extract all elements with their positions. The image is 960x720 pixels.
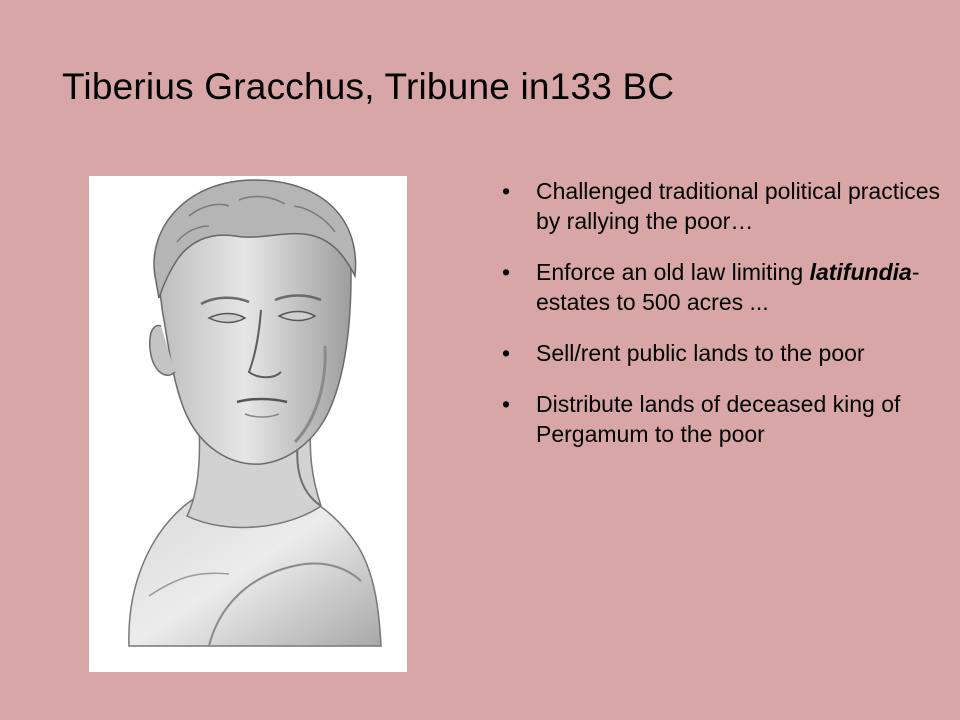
bullet-marker: • (502, 340, 511, 366)
bullet-text-part: -estates to 500 acres ... (536, 259, 920, 315)
bullet-list (502, 176, 942, 470)
bullet-text-part: Enforce an old law limiting (536, 259, 810, 285)
tiberius-gracchus-bust-image (89, 176, 407, 672)
bullet-marker: • (502, 178, 511, 204)
bullet-text: Distribute lands of deceased king of Pergamum to the poor (536, 391, 901, 447)
bullet-text (536, 259, 919, 315)
bullet-marker: • (502, 391, 511, 417)
bullet-marker: • (502, 259, 511, 285)
slide-title: Tiberius Gracchus, Tribune in133 BC (62, 66, 675, 107)
bullet-text: Sell/rent public lands to the poor (536, 340, 865, 366)
bullet-item (502, 176, 942, 236)
bust-illustration (89, 176, 407, 672)
latifundia-term: latifundia (809, 259, 912, 285)
bullet-item (502, 389, 942, 449)
bullet-text: Challenged traditional political practices by rallying the poor… (536, 178, 941, 234)
bullet-item (502, 257, 942, 317)
bullet-item (502, 338, 942, 368)
